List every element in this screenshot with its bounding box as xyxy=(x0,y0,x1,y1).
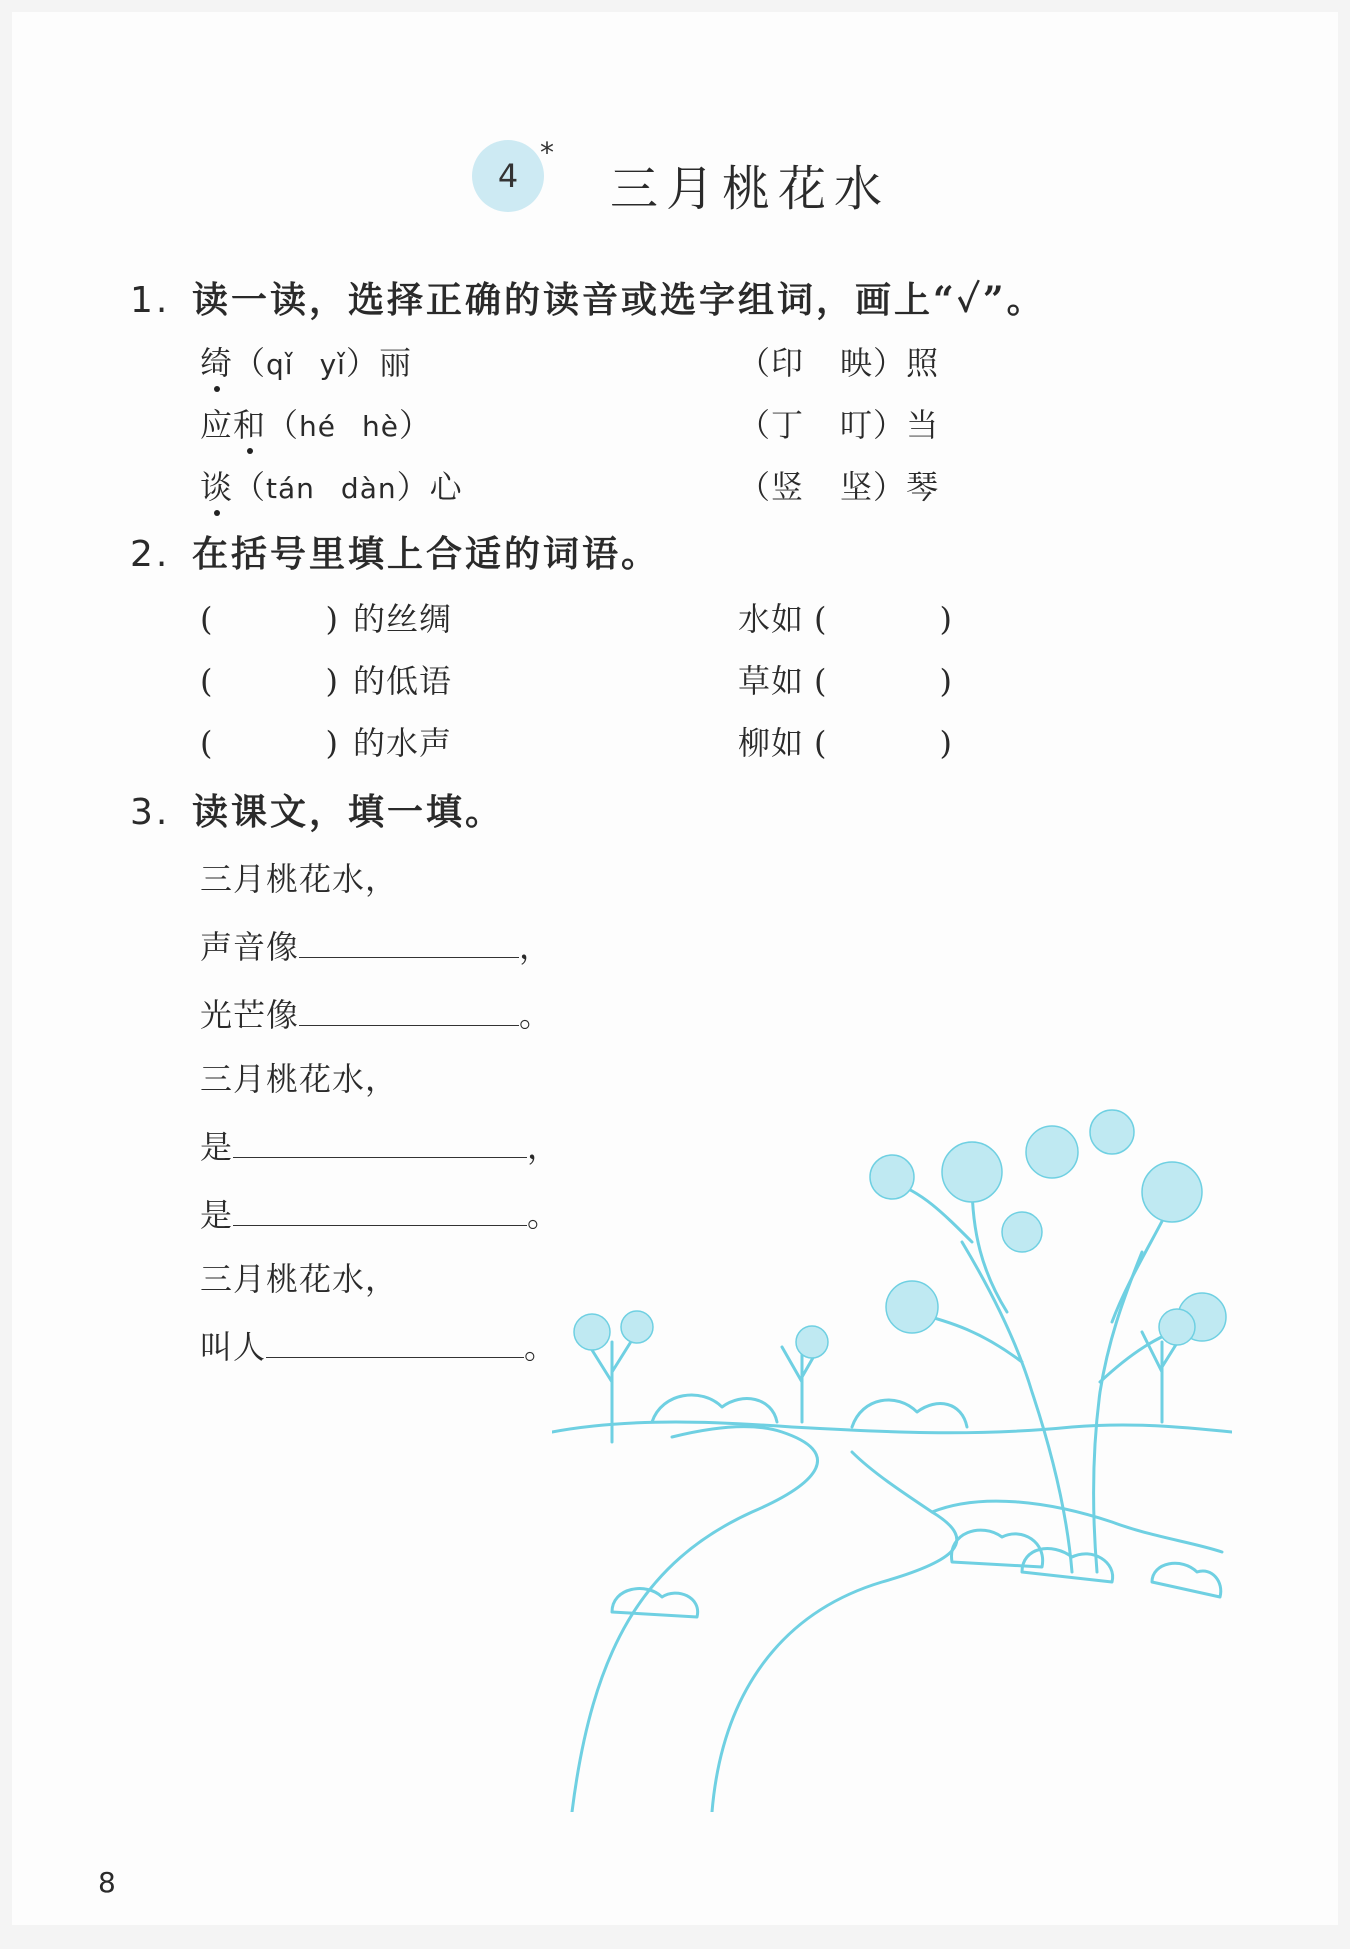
lesson-star-mark: * xyxy=(540,136,554,169)
fill-blank[interactable] xyxy=(266,1327,524,1358)
pinyin-option[interactable]: hé xyxy=(299,410,337,443)
q2-left-row-2: ( ) 的低语 xyxy=(200,662,452,700)
lesson-title: 三月桃花水 xyxy=(610,161,891,217)
question-2-heading xyxy=(130,526,660,577)
question-3-text: 读课文，填一填。 xyxy=(192,791,505,833)
blossom-cluster xyxy=(886,1281,938,1333)
peach-tree-river-illustration xyxy=(552,1092,1232,1812)
workbook-page xyxy=(12,12,1338,1925)
char-option[interactable]: 叮 xyxy=(840,406,874,444)
question-1-number: 1. xyxy=(130,280,171,321)
poem-line: 三月桃花水， xyxy=(200,1260,399,1298)
emphasized-char: 和 xyxy=(233,400,266,446)
blossom-cluster xyxy=(1090,1110,1134,1154)
pinyin-option[interactable]: hè xyxy=(362,410,400,443)
river-bank-far xyxy=(932,1501,1222,1552)
pinyin-option[interactable]: yǐ xyxy=(319,348,346,381)
bush xyxy=(852,1400,967,1427)
river-bank-right xyxy=(712,1452,957,1812)
lesson-number: 4 xyxy=(497,157,519,195)
fill-blank[interactable] xyxy=(299,927,519,958)
page-number: 8 xyxy=(98,1866,116,1899)
char-option[interactable]: 映 xyxy=(840,344,874,382)
q2-left-row-3: ( ) 的水声 xyxy=(200,724,452,762)
q1-left-row-3: 谈（tán dàn）心 xyxy=(200,462,463,508)
emphasized-char: 绮 xyxy=(200,338,233,384)
q2-left-row-1: ( ) 的丝绸 xyxy=(200,600,452,638)
blossom-cluster xyxy=(1002,1212,1042,1252)
char-option[interactable]: 丁 xyxy=(771,406,805,444)
question-1-heading xyxy=(130,272,1046,323)
question-2-number: 2. xyxy=(130,534,171,575)
question-3-heading xyxy=(130,784,504,835)
q1-right-row-2: （丁 叮）当 xyxy=(738,406,940,444)
q1-right-row-3: （竖 坚）琴 xyxy=(738,468,940,506)
question-2-text: 在括号里填上合适的词语。 xyxy=(192,533,661,575)
q1-right-row-1: （印 映）照 xyxy=(738,344,940,382)
bush xyxy=(652,1395,777,1422)
question-3-number: 3. xyxy=(130,792,171,833)
pinyin-option[interactable]: dàn xyxy=(340,472,397,505)
blossom-cluster xyxy=(1142,1162,1202,1222)
fill-blank[interactable] xyxy=(233,1195,527,1226)
ground-line xyxy=(552,1422,1232,1433)
char-option[interactable]: 印 xyxy=(771,344,805,382)
rock xyxy=(1152,1563,1221,1597)
lesson-number-badge xyxy=(472,140,544,212)
pinyin-option[interactable]: tán xyxy=(266,472,315,505)
river-bank-left xyxy=(572,1427,818,1812)
question-1-text: 读一读，选择正确的读音或选字组词，画上“✓”。 xyxy=(192,279,1046,321)
blossom-cluster xyxy=(796,1326,828,1358)
blossom-cluster xyxy=(1159,1309,1195,1345)
blossom-cluster xyxy=(942,1142,1002,1202)
poem-line: 声音像 ， xyxy=(200,928,553,966)
q1-left-row-1: 绮（qǐ yǐ）丽 xyxy=(200,338,412,384)
tree-trunk xyxy=(962,1242,1072,1572)
fill-blank[interactable] xyxy=(233,1127,527,1158)
poem-line: 三月桃花水， xyxy=(200,1060,399,1098)
emphasized-char: 谈 xyxy=(200,462,233,508)
poem-line: 叫人 。 xyxy=(200,1328,558,1366)
char-option[interactable]: 竖 xyxy=(771,468,805,506)
rock xyxy=(952,1530,1043,1567)
poem-line: 是 ， xyxy=(200,1128,561,1166)
q1-left-row-2: 应和（hé hè） xyxy=(200,400,432,446)
blossom-cluster xyxy=(870,1155,914,1199)
blossom-cluster xyxy=(574,1314,610,1350)
q2-right-row-1: 水如 ( ) xyxy=(738,600,953,638)
q2-right-row-3: 柳如 ( ) xyxy=(738,724,953,762)
q2-right-row-2: 草如 ( ) xyxy=(738,662,953,700)
poem-line: 光芒像 。 xyxy=(200,996,553,1034)
blossom-cluster xyxy=(1026,1126,1078,1178)
fill-blank[interactable] xyxy=(299,995,519,1026)
poem-line: 是 。 xyxy=(200,1196,561,1234)
char-option[interactable]: 坚 xyxy=(840,468,874,506)
pinyin-option[interactable]: qǐ xyxy=(266,348,294,381)
rock xyxy=(612,1589,698,1617)
poem-line: 三月桃花水， xyxy=(200,860,399,898)
blossom-cluster xyxy=(621,1311,653,1343)
